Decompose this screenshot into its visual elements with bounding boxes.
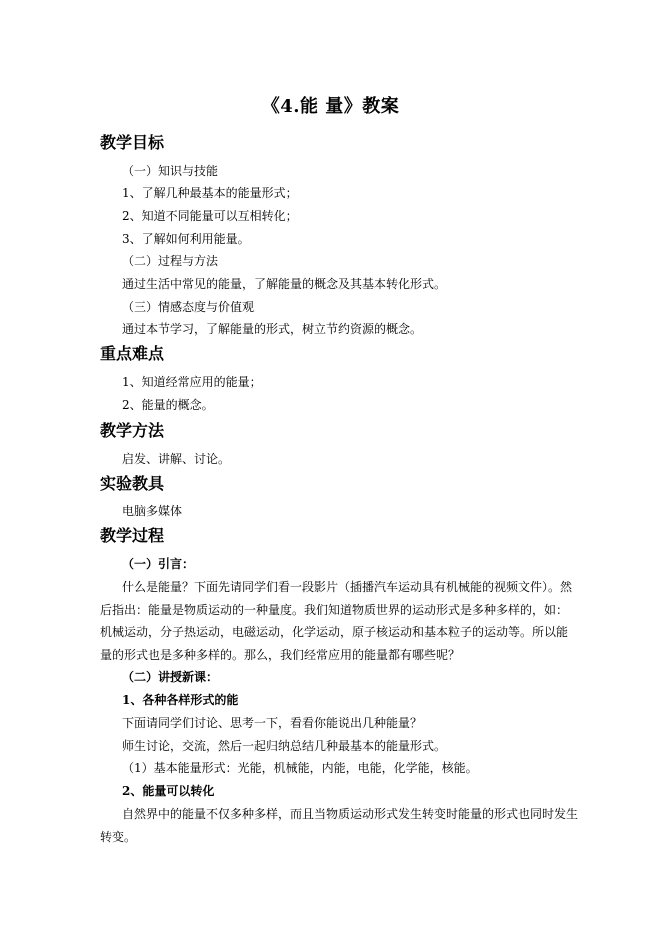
process-paragraph-line: 师生讨论，交流，然后一起归纳总结几种最基本的能量形式。 (122, 739, 447, 753)
objectives-line: （三）情感态度与价值观 (122, 300, 255, 314)
process-paragraph-line: 什么是能量？下面先请同学们看一段影片（插播汽车运动具有机械能的视频文件）。然 (122, 580, 573, 594)
process-paragraph-line: 转变。 (100, 830, 137, 844)
process-subheading: （一）引言： (122, 557, 195, 571)
objectives-line: （一）知识与技能 (122, 164, 219, 178)
objectives-line: 1、了解几种最基本的能量形式； (122, 186, 298, 200)
objectives-line: 3、了解如何利用能量。 (122, 232, 250, 246)
heading-tools: 实验教具 (100, 474, 165, 493)
heading-objectives: 教学目标 (100, 133, 165, 152)
process-subheading: 1、各种各样形式的能 (122, 693, 239, 707)
objectives-line: （二）过程与方法 (122, 254, 219, 268)
key-points-line: 1、知道经常应用的能量； (122, 375, 262, 389)
objectives-line: 通过本节学习，了解能量的形式，树立节约资源的概念。 (122, 322, 423, 336)
key-points-line: 2、能量的概念。 (122, 398, 214, 412)
heading-key-points: 重点难点 (100, 344, 165, 363)
process-paragraph-line: 机械运动，分子热运动，电磁运动，化学运动，原子核运动和基本粒子的运动等。所以能 (100, 625, 569, 639)
process-paragraph-line: 自然界中的能量不仅多种多样，而且当物质运动形式发生转变时能量的形式也同时发生 (122, 807, 579, 821)
process-paragraph-line: 下面请同学们讨论、思考一下，看看你能说出几种能量？ (122, 716, 423, 730)
methods-line: 启发、讲解、讨论。 (122, 452, 231, 466)
process-paragraph-line: （1）基本能量形式：光能，机械能，内能，电能，化学能，核能。 (122, 761, 478, 775)
process-subheading: （二）讲授新课： (122, 670, 219, 684)
process-paragraph-line: 量的形式也是多种多样的。那么，我们经常应用的能量都有哪些呢？ (100, 648, 461, 662)
objectives-line: 通过生活中常见的能量，了解能量的概念及其基本转化形式。 (122, 277, 447, 291)
process-subheading: 2、能量可以转化 (122, 784, 215, 798)
heading-methods: 教学方法 (100, 421, 165, 440)
heading-process: 教学过程 (100, 526, 165, 545)
objectives-line: 2、知道不同能量可以互相转化； (122, 209, 298, 223)
process-paragraph-line: 后指出：能量是物质运动的一种量度。我们知道物质世界的运动形式是多种多样的，如： (100, 603, 569, 617)
tools-line: 电脑多媒体 (122, 504, 183, 518)
document-title: 《4.能 量》教案 (261, 96, 400, 117)
